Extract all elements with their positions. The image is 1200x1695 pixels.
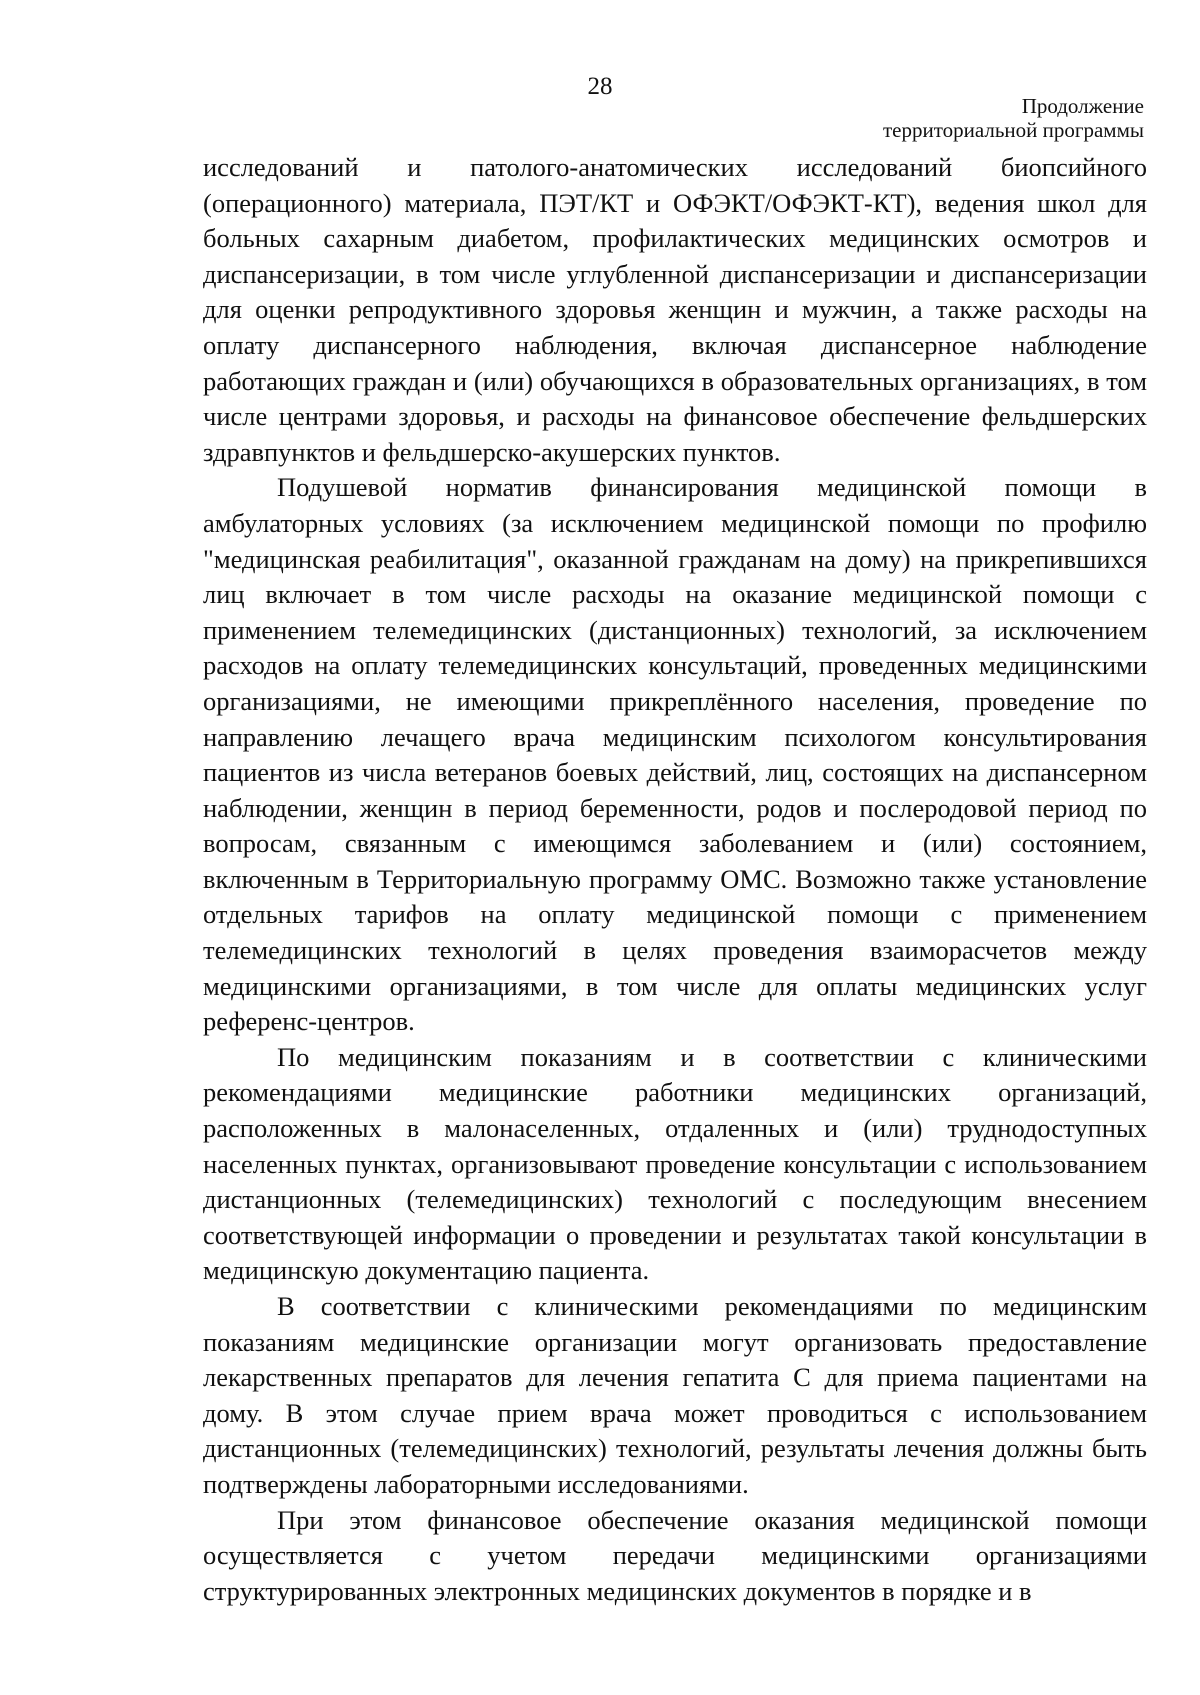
running-head-line-2: территориальной программы <box>882 118 1144 142</box>
page-number: 28 <box>587 73 613 100</box>
running-head <box>883 94 1144 142</box>
paragraph-remote-consultations: По медицинским показаниям и в соответствии с клиническими рекомендациями медицинские работники медицинских организаций, расположенных в малонаселенных, отдаленных и (или) труднодоступных населенных пунктах, организовывают проведение консультации с использованием дистанционных (телемедицинских) технологий с последующим внесением соответствующей информации о проведении и результатах такой консультации в медицинскую документацию пациента. <box>203 1041 1147 1286</box>
paragraph-per-capita-standard: Подушевой норматив финансирования медицинской помощи в амбулаторных условиях (за исключением медицинской помощи по профилю "медицинская реабилитация", оказанной гражданам на дому) на прикрепившихся лиц включает в том числе расходы на оказание медицинской помощи с применением телемедицинских (дистанционных) технологий, за исключением расходов на оплату телемедицинских консультаций, проведенных медицинскими организациями, не имеющими прикреплённого населения, проведение по направлению лечащего врача медицинским психологом консультирования пациентов из числа ветеранов боевых действий, лиц, состоящих на диспансерном наблюдении, женщин в период беременности, родов и послеродовой период по вопросам, связанным с имеющимся заболеванием и (или) состоянием, включенным в Территориальную программу ОМС. Возможно также установление отдельных тарифов на оплату медицинской помощи с применением телемедицинских технологий в целях проведения взаиморасчетов между медицинскими организациями, в том числе для оплаты медицинских услуг референс-центров. <box>203 472 1147 1037</box>
running-head-line-1: Продолжение <box>1021 94 1144 118</box>
body-text <box>203 150 1147 1609</box>
paragraph-financial-provision: При этом финансовое обеспечение оказания медицинской помощи осуществляется с учетом передачи медицинскими организациями структурированных электронных медицинских документов в порядке и в <box>203 1504 1147 1606</box>
paragraph-hepatitis-c-home-treatment: В соответствии с клиническими рекомендациями по медицинским показаниям медицинские организации могут организовать предоставление лекарственных препаратов для лечения гепатита С для приема пациентами на дому. В этом случае прием врача может проводиться с использованием дистанционных (телемедицинских) технологий, результаты лечения должны быть подтверждены лабораторными исследованиями. <box>203 1291 1147 1499</box>
paragraph-continuation: исследований и патолого-анатомических исследований биопсийного (операционного) материала, ПЭТ/КТ и ОФЭКТ/ОФЭКТ-КТ), ведения школ для больных сахарным диабетом, профилактических медицинских осмотров и диспансеризации, в том числе углубленной диспансеризации и диспансеризации для оценки репродуктивного здоровья женщин и мужчин, а также расходы на оплату диспансерного наблюдения, включая диспансерное наблюдение работающих граждан и (или) обучающихся в образовательных организациях, в том числе центрами здоровья, и расходы на финансовое обеспечение фельдшерских здравпунктов и фельдшерско-акушерских пунктов. <box>203 152 1147 467</box>
